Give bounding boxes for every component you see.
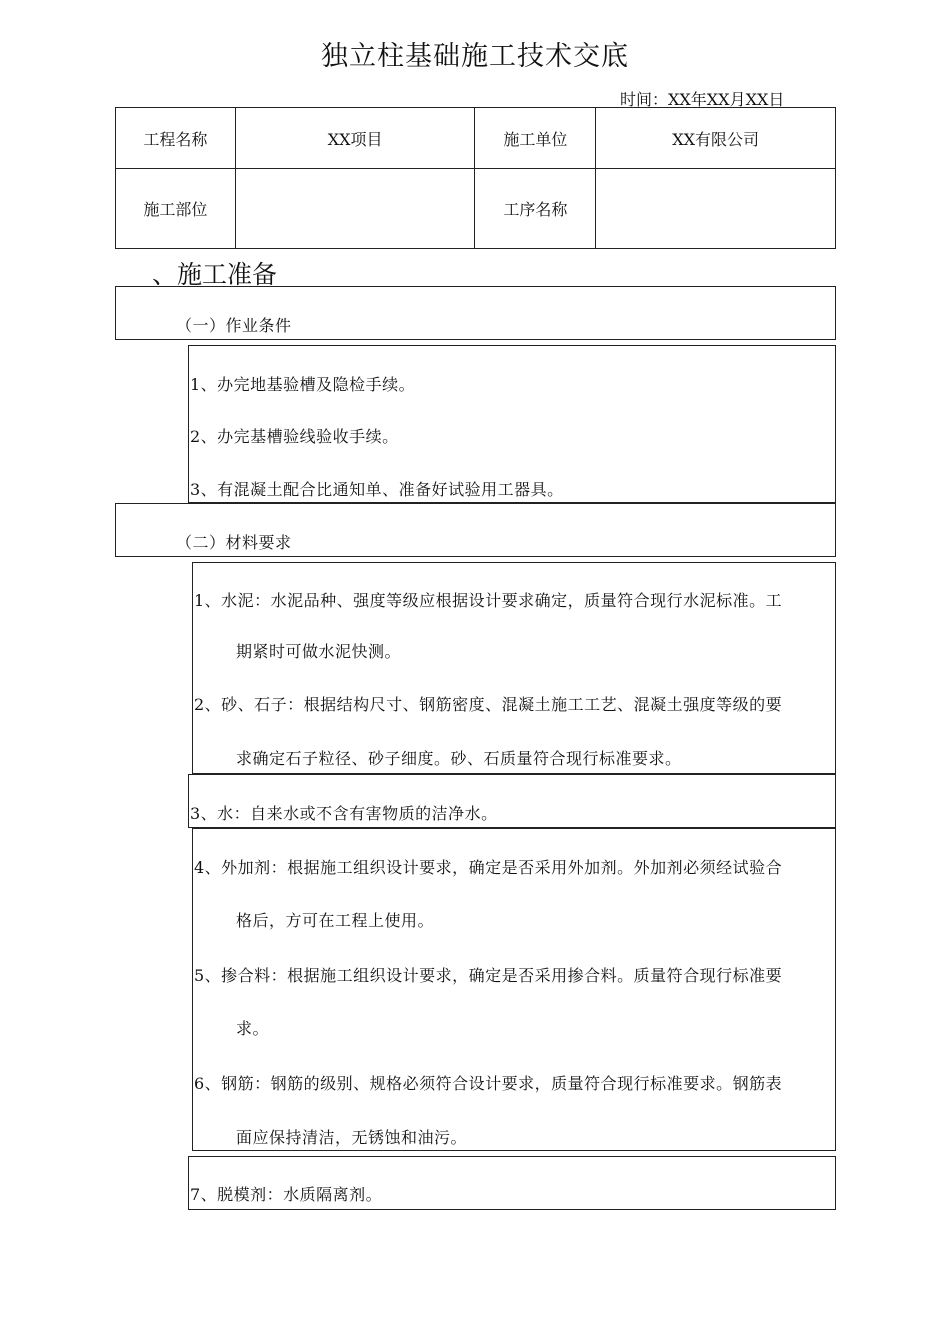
process-name-label: 工序名称 bbox=[475, 169, 596, 249]
material-item: 2、砂、石子：根据结构尺寸、钢筋密度、混凝土施工工艺、混凝土强度等级的要 bbox=[194, 695, 783, 714]
subsection-title: （一）作业条件 bbox=[176, 316, 292, 335]
material-item: 7、脱模剂：水质隔离剂。 bbox=[190, 1185, 383, 1204]
material-item: 5、掺合料：根据施工组织设计要求，确定是否采用掺合料。质量符合现行标准要 bbox=[194, 966, 783, 985]
material-item-continuation: 求确定石子粒径、砂子细度。砂、石质量符合现行标准要求。 bbox=[236, 749, 682, 768]
construction-part-label: 施工部位 bbox=[116, 169, 236, 249]
project-name-label: 工程名称 bbox=[116, 108, 236, 169]
subsection-title: （二）材料要求 bbox=[176, 533, 292, 552]
material-item: 1、水泥：水泥品种、强度等级应根据设计要求确定，质量符合现行水泥标准。工 bbox=[194, 591, 783, 610]
material-item-continuation: 格后，方可在工程上使用。 bbox=[236, 911, 435, 930]
material-item: 6、钢筋：钢筋的级别、规格必须符合设计要求，质量符合现行标准要求。钢筋表 bbox=[194, 1074, 783, 1093]
material-item: 3、水：自来水或不含有害物质的洁净水。 bbox=[190, 804, 498, 823]
info-table bbox=[115, 107, 836, 249]
construction-unit-label: 施工单位 bbox=[475, 108, 596, 169]
condition-item: 2、办完基槽验线验收手续。 bbox=[190, 427, 399, 446]
process-name-value bbox=[596, 169, 836, 249]
info-row bbox=[116, 108, 836, 169]
condition-item: 3、有混凝土配合比通知单、准备好试验用工器具。 bbox=[190, 480, 564, 499]
document-title: 独立柱基础施工技术交底 bbox=[321, 41, 629, 72]
construction-part-value bbox=[235, 169, 475, 249]
construction-unit-value: XX有限公司 bbox=[596, 108, 836, 169]
material-item-continuation: 期紧时可做水泥快测。 bbox=[236, 642, 402, 661]
project-name-value: XX项目 bbox=[235, 108, 475, 169]
material-item-continuation: 面应保持清洁，无锈蚀和油污。 bbox=[236, 1128, 468, 1147]
material-item: 4、外加剂：根据施工组织设计要求，确定是否采用外加剂。外加剂必须经试验合 bbox=[194, 858, 783, 877]
material-item-continuation: 求。 bbox=[236, 1019, 270, 1038]
condition-item: 1、办完地基验槽及隐检手续。 bbox=[190, 375, 416, 394]
info-row bbox=[116, 169, 836, 249]
document-date: 时间：XX年XX月XX日 bbox=[620, 90, 785, 109]
section-title: 、施工准备 bbox=[152, 260, 278, 289]
